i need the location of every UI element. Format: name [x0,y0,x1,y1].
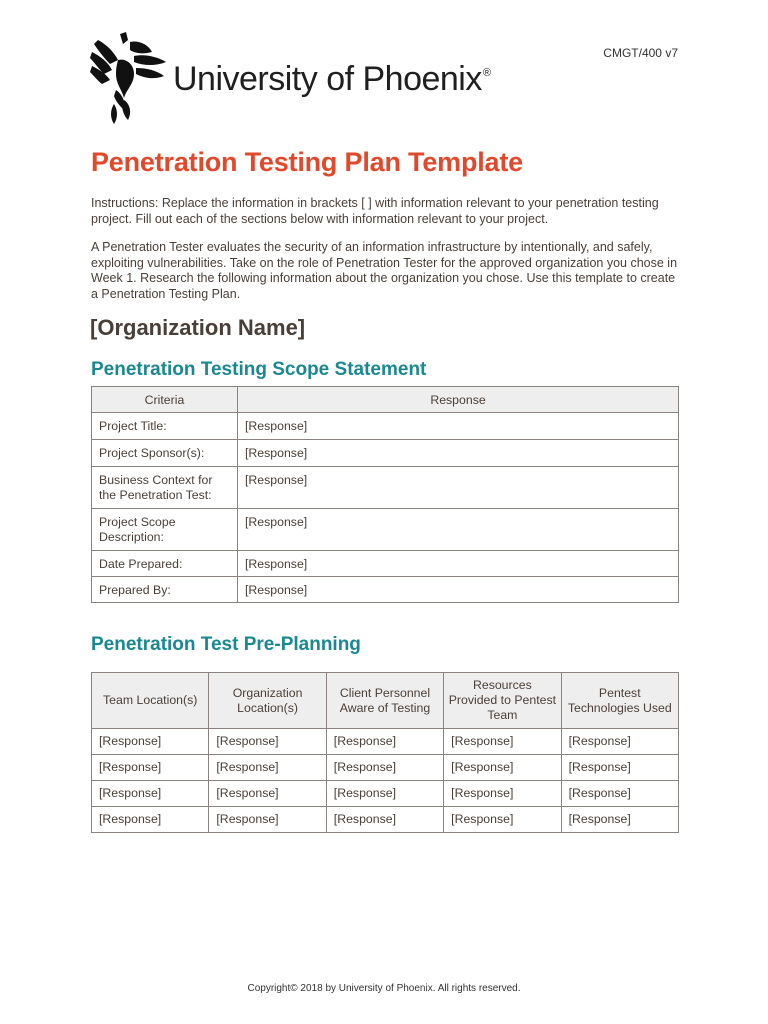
response-cell[interactable]: [Response] [444,807,561,833]
table-header-row [92,387,679,413]
column-header-pentest-technologies: Pentest Technologies Used [561,673,678,729]
organization-name-heading: [Organization Name] [90,315,306,340]
response-cell[interactable]: [Response] [92,807,209,833]
column-header-organization-locations: Organization Location(s) [209,673,326,729]
response-cell[interactable]: [Response] [561,781,678,807]
response-cell[interactable]: [Response] [92,781,209,807]
scope-statement-table [91,386,679,603]
table-header-row [92,673,679,729]
document-title: Penetration Testing Plan Template [91,147,523,177]
table-row [92,577,679,603]
response-cell[interactable]: [Response] [92,755,209,781]
response-cell[interactable]: [Response] [326,807,443,833]
response-cell[interactable]: [Response] [209,729,326,755]
table-row [92,509,679,551]
response-cell[interactable]: [Response] [209,755,326,781]
response-cell[interactable]: [Response] [209,807,326,833]
response-cell[interactable]: [Response] [326,781,443,807]
column-header-resources-provided: Resources Provided to Pentest Team [444,673,561,729]
response-cell[interactable]: [Response] [326,729,443,755]
course-code: CMGT/400 v7 [603,46,678,60]
phoenix-logo-icon [90,30,168,124]
response-cell[interactable]: [Response] [326,755,443,781]
criteria-cell: Project Sponsor(s): [92,440,238,467]
table-row [92,755,679,781]
response-cell[interactable]: [Response] [238,551,679,577]
response-cell[interactable]: [Response] [92,729,209,755]
response-cell[interactable]: [Response] [561,807,678,833]
response-cell[interactable]: [Response] [561,755,678,781]
instructions-paragraph: Instructions: Replace the information in brackets [ ] with information relevant to your penetration testing project. Fill out each of the sections below with information relevant to your project. [91,196,659,226]
column-header-criteria: Criteria [92,387,238,413]
table-row [92,413,679,440]
pre-planning-heading: Penetration Test Pre-Planning [91,634,361,655]
response-cell[interactable]: [Response] [238,467,679,509]
criteria-cell: Date Prepared: [92,551,238,577]
criteria-cell: Prepared By: [92,577,238,603]
response-cell[interactable]: [Response] [444,729,561,755]
table-row [92,551,679,577]
table-row [92,807,679,833]
response-cell[interactable]: [Response] [209,781,326,807]
response-cell[interactable]: [Response] [444,755,561,781]
column-header-response: Response [238,387,679,413]
response-cell[interactable]: [Response] [238,413,679,440]
response-cell[interactable]: [Response] [561,729,678,755]
copyright-footer: Copyright© 2018 by University of Phoenix. All rights reserved. [247,983,521,994]
response-cell[interactable]: [Response] [238,509,679,551]
response-cell[interactable]: [Response] [444,781,561,807]
response-cell[interactable]: [Response] [238,440,679,467]
criteria-cell: Project Title: [92,413,238,440]
document-header [90,30,680,125]
column-header-client-personnel: Client Personnel Aware of Testing [326,673,443,729]
response-cell[interactable]: [Response] [238,577,679,603]
university-logo-text: University of Phoenix® [173,60,491,98]
criteria-cell: Project Scope Description: [92,509,238,551]
column-header-team-locations: Team Location(s) [92,673,209,729]
table-row [92,467,679,509]
intro-paragraph: A Penetration Tester evaluates the security of an information infrastructure by intentionally, and safely, exploiting vulnerabilities. Take on the role of Penetration Tester for the approved organization you chose in Week 1. Research the following information about the organization you chose. Use this template to create a Penetration Testing Plan. [91,240,678,301]
table-row [92,781,679,807]
table-row [92,729,679,755]
scope-statement-heading: Penetration Testing Scope Statement [91,359,427,380]
pre-planning-table [91,672,679,833]
table-row [92,440,679,467]
criteria-cell: Business Context for the Penetration Test: [92,467,238,509]
